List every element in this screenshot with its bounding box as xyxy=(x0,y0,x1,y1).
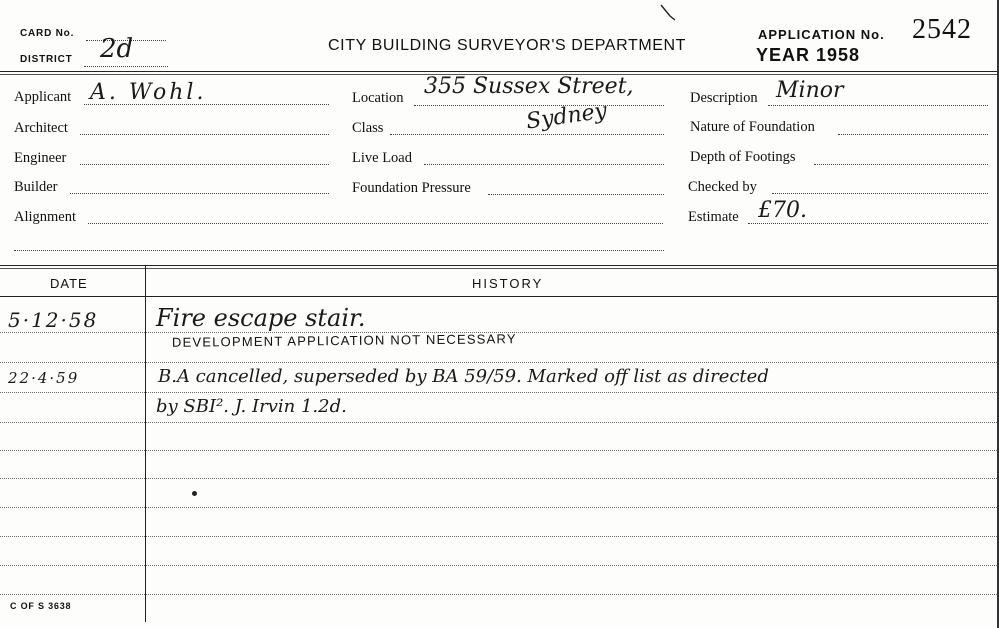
history-rule xyxy=(0,362,999,363)
history-rule xyxy=(0,422,999,423)
checked-by-line xyxy=(772,193,988,194)
alignment-label: Alignment xyxy=(14,209,77,225)
development-stamp: DEVELOPMENT APPLICATION NOT NECESSARY xyxy=(171,331,517,350)
engineer-line xyxy=(80,164,329,165)
history-rule xyxy=(0,478,999,479)
application-number: 2542 xyxy=(912,14,972,45)
description-label: Description xyxy=(690,90,758,106)
nature-of-foundation-label: Nature of Foundation xyxy=(690,119,815,135)
date-header: DATE xyxy=(50,276,88,291)
class-line xyxy=(390,134,664,135)
ink-dot xyxy=(192,491,197,496)
description-line xyxy=(768,105,988,106)
estimate-value: £70. xyxy=(758,198,807,223)
nature-of-foundation-line xyxy=(838,134,988,135)
entry-history-line: by SBI². J. Irvin 1.2d. xyxy=(156,396,347,417)
entry-history-line: B.A cancelled, superseded by BA 59/59. Marked off list as directed xyxy=(158,366,769,387)
history-rule xyxy=(0,392,999,393)
location-value-street: 355 Sussex Street, xyxy=(424,74,634,99)
location-label: Location xyxy=(352,90,404,106)
history-rule xyxy=(0,507,999,508)
district-line xyxy=(84,66,168,67)
header-rule xyxy=(0,71,999,72)
applicant-label: Applicant xyxy=(14,89,72,105)
history-header: HISTORY xyxy=(472,276,544,291)
location-line xyxy=(414,105,664,106)
alignment-line xyxy=(88,223,663,224)
builder-line xyxy=(70,193,329,194)
table-top-rule xyxy=(0,265,999,266)
engineer-label: Engineer xyxy=(14,150,67,166)
entry-date: 22·4·59 xyxy=(8,369,80,387)
district-label: DISTRICT xyxy=(20,54,73,65)
entry-date: 5·12·58 xyxy=(8,308,99,332)
architect-line xyxy=(80,134,329,135)
estimate-label: Estimate xyxy=(688,209,739,225)
foundation-pressure-line xyxy=(488,194,664,195)
live-load-label: Live Load xyxy=(352,150,412,166)
district-value: 2d xyxy=(100,34,134,64)
description-value: Minor xyxy=(776,78,844,103)
foundation-pressure-label: Foundation Pressure xyxy=(352,180,471,196)
depth-of-footings-line xyxy=(814,164,988,165)
estimate-line xyxy=(748,223,988,224)
department-title: CITY BUILDING SURVEYOR'S DEPARTMENT xyxy=(328,37,687,54)
history-rule xyxy=(0,536,999,537)
live-load-line xyxy=(424,164,664,165)
year-label: YEAR 1958 xyxy=(756,45,861,65)
class-label: Class xyxy=(352,120,384,136)
builder-label: Builder xyxy=(14,179,58,195)
blank-line xyxy=(14,250,664,251)
depth-of-footings-label: Depth of Footings xyxy=(690,149,796,165)
table-top-rule-2 xyxy=(0,268,999,269)
form-code: C OF S 3638 xyxy=(10,601,72,611)
table-column-divider xyxy=(145,266,146,622)
table-header-rule xyxy=(0,296,999,297)
history-rule xyxy=(0,565,999,566)
pen-mark xyxy=(660,4,676,22)
history-rule xyxy=(0,450,999,451)
application-no-label: APPLICATION No. xyxy=(758,27,885,42)
architect-label: Architect xyxy=(14,120,68,136)
location-value-city: Sydney xyxy=(524,98,609,135)
applicant-value: A. Wohl. xyxy=(90,80,207,105)
card-no-label: CARD No. xyxy=(20,28,75,39)
entry-history-line: Fire escape stair. xyxy=(156,304,366,332)
history-rule xyxy=(0,594,999,595)
checked-by-label: Checked by xyxy=(688,179,757,195)
